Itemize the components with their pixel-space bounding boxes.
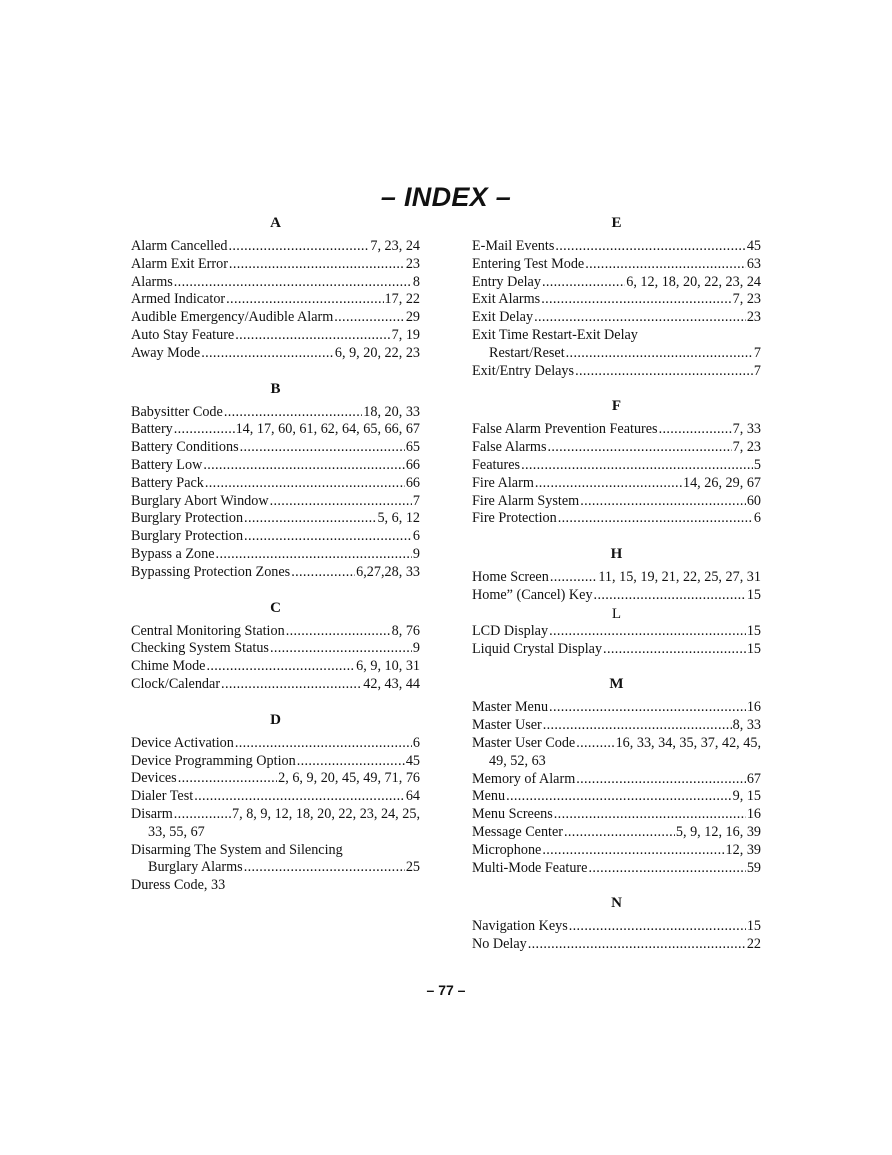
section-letter: A	[270, 215, 281, 231]
entry-term: Disarm	[131, 805, 173, 822]
entry-pages: 66	[405, 456, 420, 473]
dot-leader	[205, 475, 405, 493]
index-section-e	[472, 214, 761, 380]
entry-term: Babysitter Code	[131, 403, 223, 420]
entry-term: Microphone	[472, 841, 542, 858]
dot-leader	[174, 806, 231, 824]
entry-pages: 66	[405, 474, 420, 491]
dot-leader	[235, 735, 412, 753]
dot-leader	[558, 510, 753, 528]
index-section-l	[472, 605, 761, 659]
entry-pages: 7, 23	[732, 291, 761, 308]
dot-leader	[580, 493, 746, 511]
section-letter: E	[611, 215, 622, 231]
entry-pages: 6, 9, 20, 22, 23	[334, 344, 420, 361]
index-entry	[472, 327, 761, 345]
index-entry	[131, 735, 420, 753]
entry-term: LCD Display	[472, 622, 549, 639]
dot-leader	[555, 238, 745, 256]
index-section-h	[472, 545, 761, 605]
entry-term: Restart/Reset	[489, 344, 565, 361]
index-entry	[472, 274, 761, 292]
entry-term: False Alarm Prevention Features	[472, 421, 658, 438]
dot-leader	[229, 256, 405, 274]
entry-term: Auto Stay Feature	[131, 326, 235, 343]
entry-pages: 16	[746, 806, 761, 823]
entry-term: Dialer Test	[131, 788, 194, 805]
entry-pages: 6	[412, 734, 420, 751]
section-letter: C	[270, 599, 281, 616]
index-entry	[472, 587, 761, 605]
index-entry	[472, 641, 761, 659]
page-number: – 77 –	[426, 982, 466, 998]
entry-pages: 45	[405, 752, 420, 769]
entry-term: Battery Pack	[131, 474, 204, 491]
entry-pages: 6, 12, 18, 20, 22, 23, 24	[626, 273, 761, 290]
dot-leader	[542, 842, 724, 860]
dot-leader	[229, 238, 370, 256]
entry-term: Bypassing Protection Zones	[131, 563, 291, 580]
entry-pages: 18, 20, 33	[363, 403, 420, 420]
entry-pages-continued: 33, 55, 67	[148, 823, 205, 840]
dot-leader	[240, 439, 405, 457]
index-entry	[472, 788, 761, 806]
dot-leader	[549, 623, 746, 641]
entry-term: Device Programming Option	[131, 752, 296, 769]
dot-leader	[554, 806, 746, 824]
index-section-a	[131, 214, 420, 363]
entry-pages: 16, 33, 34, 35, 37, 42, 45,	[615, 734, 761, 751]
index-entry	[472, 735, 761, 753]
index-entry	[472, 806, 761, 824]
dot-leader	[585, 256, 746, 274]
index-entry	[472, 457, 761, 475]
dot-leader	[506, 788, 732, 806]
index-entry	[131, 877, 420, 895]
dot-leader	[549, 699, 746, 717]
entry-pages: 12, 39	[725, 841, 761, 858]
page-title: – INDEX –	[380, 182, 512, 212]
index-entry	[472, 238, 761, 256]
index-entry	[472, 493, 761, 511]
dot-leader	[174, 274, 412, 292]
entry-pages: 5, 6, 12	[377, 510, 420, 527]
entry-term: Home” (Cancel) Key	[472, 586, 593, 603]
entry-pages: 14, 26, 29, 67	[682, 474, 761, 491]
entry-term: Away Mode	[131, 344, 201, 361]
entry-term: Entering Test Mode	[472, 255, 585, 272]
entry-pages: 64	[405, 788, 420, 805]
index-entry	[472, 439, 761, 457]
index-entry	[131, 658, 420, 676]
entry-term: Message Center	[472, 823, 564, 840]
entry-pages: 15	[746, 622, 761, 639]
entry-pages: 16	[746, 699, 761, 716]
entry-pages: 6	[753, 510, 761, 527]
entry-term: Home Screen	[472, 569, 549, 586]
entry-term: False Alarms	[472, 439, 547, 456]
dot-leader	[174, 421, 235, 439]
entry-pages: 23	[746, 309, 761, 326]
entry-pages: 5, 9, 12, 16, 39	[675, 823, 761, 840]
index-entry	[131, 623, 420, 641]
section-letter: B	[270, 380, 281, 397]
index-entry	[472, 918, 761, 936]
entry-pages: 60	[746, 492, 761, 509]
entry-term: Battery Conditions	[131, 439, 239, 456]
entry-term: Exit/Entry Delays	[472, 362, 575, 379]
entry-term: Liquid Crystal Display	[472, 640, 603, 657]
index-entry	[131, 345, 420, 363]
entry-pages: 7	[412, 492, 420, 509]
index-entry	[131, 475, 420, 493]
entry-term: Navigation Keys	[472, 918, 568, 935]
dot-leader	[216, 546, 412, 564]
index-entry	[131, 753, 420, 771]
entry-term: Exit Alarms	[472, 291, 541, 308]
entry-pages: 6,27,28, 33	[356, 563, 420, 580]
entry-term: Checking System Status	[131, 640, 269, 657]
dot-leader	[194, 788, 405, 806]
section-letter: N	[611, 895, 622, 912]
entry-term: Fire Alarm System	[472, 492, 580, 509]
dot-leader	[226, 291, 383, 309]
entry-term: Burglary Alarms	[148, 859, 243, 876]
index-entry	[131, 676, 420, 694]
entry-term: Master User	[472, 717, 542, 734]
index-entry	[131, 788, 420, 806]
entry-term: Memory of Alarm	[472, 770, 576, 787]
entry-term: Battery Low	[131, 456, 203, 473]
entry-pages: 9, 15	[732, 788, 761, 805]
entry-pages: 45	[746, 238, 761, 254]
dot-leader	[244, 528, 412, 546]
entry-term: Menu Screens	[472, 806, 553, 823]
index-entry	[131, 274, 420, 292]
entry-pages: 9	[412, 545, 420, 562]
entry-pages: 15	[746, 918, 761, 935]
entry-pages: 7	[753, 344, 761, 361]
entry-pages: 11, 15, 19, 21, 22, 25, 27, 31	[598, 569, 761, 586]
index-entry	[472, 717, 761, 735]
index-entry	[131, 640, 420, 658]
index-entry	[472, 421, 761, 439]
dot-leader	[521, 457, 753, 475]
dot-leader	[221, 676, 362, 694]
index-entry	[131, 238, 420, 256]
entry-term: Alarm Cancelled	[131, 238, 228, 254]
entry-term: No Delay	[472, 936, 527, 953]
entry-pages: 15	[746, 640, 761, 657]
entry-pages: 7, 23	[732, 439, 761, 456]
index-entry	[472, 569, 761, 587]
dot-leader	[543, 717, 732, 735]
dot-leader	[659, 421, 732, 439]
index-entry	[131, 421, 420, 439]
entry-pages: 7, 23, 24	[370, 238, 420, 254]
dot-leader	[547, 439, 731, 457]
dot-leader	[594, 587, 746, 605]
dot-leader	[297, 753, 405, 771]
entry-pages: 7, 33	[732, 421, 761, 438]
dot-leader	[575, 363, 753, 381]
entry-term: Audible Emergency/Audible Alarm	[131, 309, 334, 326]
index-entry	[472, 309, 761, 327]
entry-term: Alarms	[131, 273, 173, 290]
dot-leader	[550, 569, 598, 587]
index-section-c	[131, 599, 420, 694]
dot-leader	[178, 770, 277, 788]
entry-pages: 22	[746, 936, 761, 953]
dot-leader	[224, 404, 362, 422]
dot-leader	[206, 658, 355, 676]
dot-leader	[244, 510, 376, 528]
dot-leader	[569, 918, 746, 936]
entry-pages-continued: 49, 52, 63	[489, 752, 546, 769]
section-letter: H	[610, 546, 623, 563]
entry-pages: 5	[753, 456, 761, 473]
index-entry	[472, 842, 761, 860]
dot-leader	[566, 345, 753, 363]
entry-term: Burglary Protection	[131, 510, 244, 527]
index-entry	[472, 824, 761, 842]
entry-term: Multi-Mode Feature	[472, 859, 588, 876]
index-entry	[131, 842, 420, 860]
entry-pages: 8, 76	[391, 622, 420, 639]
dot-leader	[286, 623, 391, 641]
entry-term: Burglary Protection	[131, 528, 244, 545]
entry-pages: 23	[405, 255, 420, 272]
entry-pages: 67	[746, 770, 761, 787]
entry-pages: 7, 19	[391, 326, 420, 343]
entry-pages: 2, 6, 9, 20, 45, 49, 71, 76	[278, 770, 420, 787]
entry-term: Master Menu	[472, 699, 549, 716]
index-entry	[131, 457, 420, 475]
index-entry	[131, 806, 420, 824]
index-entry	[472, 860, 761, 878]
section-letter: F	[611, 398, 622, 415]
index-entry	[472, 510, 761, 528]
section-letter: D	[270, 711, 281, 728]
entry-term: Device Activation	[131, 734, 234, 751]
dot-leader	[603, 641, 746, 659]
entry-pages: 65	[405, 439, 420, 456]
entry-pages: 15	[746, 586, 761, 603]
index-section-b	[131, 380, 420, 582]
dot-leader	[541, 291, 731, 309]
index-entry	[131, 404, 420, 422]
dot-leader	[270, 640, 412, 658]
entry-pages: 42, 43, 44	[363, 675, 420, 692]
index-entry	[131, 256, 420, 274]
index-entry	[472, 771, 761, 789]
entry-term: Chime Mode	[131, 658, 206, 675]
entry-pages: 9	[412, 640, 420, 657]
entry-term: Central Monitoring Station	[131, 622, 285, 639]
section-letter: M	[609, 676, 624, 693]
dot-leader	[542, 274, 625, 292]
index-entry	[131, 770, 420, 788]
section-letter: L	[611, 605, 622, 622]
entry-term: Exit Delay	[472, 309, 534, 326]
entry-term: Menu	[472, 788, 506, 805]
index-entry	[472, 256, 761, 274]
entry-term: Fire Alarm	[472, 474, 534, 491]
entry-term: E-Mail Events	[472, 238, 555, 254]
index-entry	[131, 493, 420, 511]
entry-pages: 14, 17, 60, 61, 62, 64, 65, 66, 67	[235, 421, 420, 438]
index-entry	[472, 699, 761, 717]
dot-leader	[588, 860, 745, 878]
entry-term: Burglary Abort Window	[131, 492, 269, 509]
index-entry	[131, 439, 420, 457]
index-column-left	[131, 214, 420, 912]
entry-term: Duress Code, 33	[131, 877, 226, 894]
entry-pages: 25	[405, 859, 420, 876]
entry-term: Features	[472, 456, 521, 473]
entry-pages: 8	[412, 273, 420, 290]
entry-term: Fire Protection	[472, 510, 557, 527]
entry-term: Bypass a Zone	[131, 545, 215, 562]
index-section-f	[472, 397, 761, 528]
dot-leader	[334, 309, 405, 327]
dot-leader	[270, 493, 412, 511]
dot-leader	[534, 309, 746, 327]
entry-pages: 59	[746, 859, 761, 876]
entry-pages: 63	[746, 255, 761, 272]
entry-pages: 17, 22	[384, 291, 420, 308]
dot-leader	[535, 475, 682, 493]
entry-term: Devices	[131, 770, 177, 787]
dot-leader	[235, 327, 390, 345]
entry-term: Master User Code	[472, 734, 576, 751]
dot-leader	[201, 345, 334, 363]
entry-term: Armed Indicator	[131, 291, 226, 308]
entry-term: Battery	[131, 421, 173, 438]
index-entry	[472, 623, 761, 641]
dot-leader	[576, 735, 614, 753]
dot-leader	[203, 457, 405, 475]
entry-pages: 7	[753, 362, 761, 379]
dot-leader	[291, 564, 355, 582]
entry-pages: 6	[412, 528, 420, 545]
index-section-n	[472, 894, 761, 954]
index-column-right	[472, 214, 761, 971]
entry-term: Clock/Calendar	[131, 675, 221, 692]
entry-term: Disarming The System and Silencing	[131, 841, 343, 858]
index-entry	[472, 363, 761, 381]
index-entry	[472, 936, 761, 954]
entry-pages: 7, 8, 9, 12, 18, 20, 22, 23, 24, 25,	[232, 805, 420, 822]
index-entry	[472, 291, 761, 309]
index-entry	[131, 546, 420, 564]
entry-term: Entry Delay	[472, 273, 541, 290]
dot-leader	[576, 771, 746, 789]
index-entry	[472, 475, 761, 493]
index-entry	[131, 309, 420, 327]
index-entry-continued	[472, 345, 761, 363]
index-section-m	[472, 675, 761, 877]
index-entry	[131, 564, 420, 582]
entry-pages: 6, 9, 10, 31	[356, 658, 420, 675]
dot-leader	[564, 824, 675, 842]
index-section-d	[131, 711, 420, 895]
index-entry	[131, 291, 420, 309]
index-entry	[131, 528, 420, 546]
entry-term: Exit Time Restart-Exit Delay	[472, 326, 638, 343]
index-entry	[131, 510, 420, 528]
index-entry	[131, 327, 420, 345]
index-entry-continued	[131, 859, 420, 877]
entry-pages: 29	[405, 309, 420, 326]
entry-pages: 8, 33	[732, 717, 761, 734]
dot-leader	[244, 859, 405, 877]
entry-term: Alarm Exit Error	[131, 255, 228, 272]
dot-leader	[528, 936, 746, 954]
